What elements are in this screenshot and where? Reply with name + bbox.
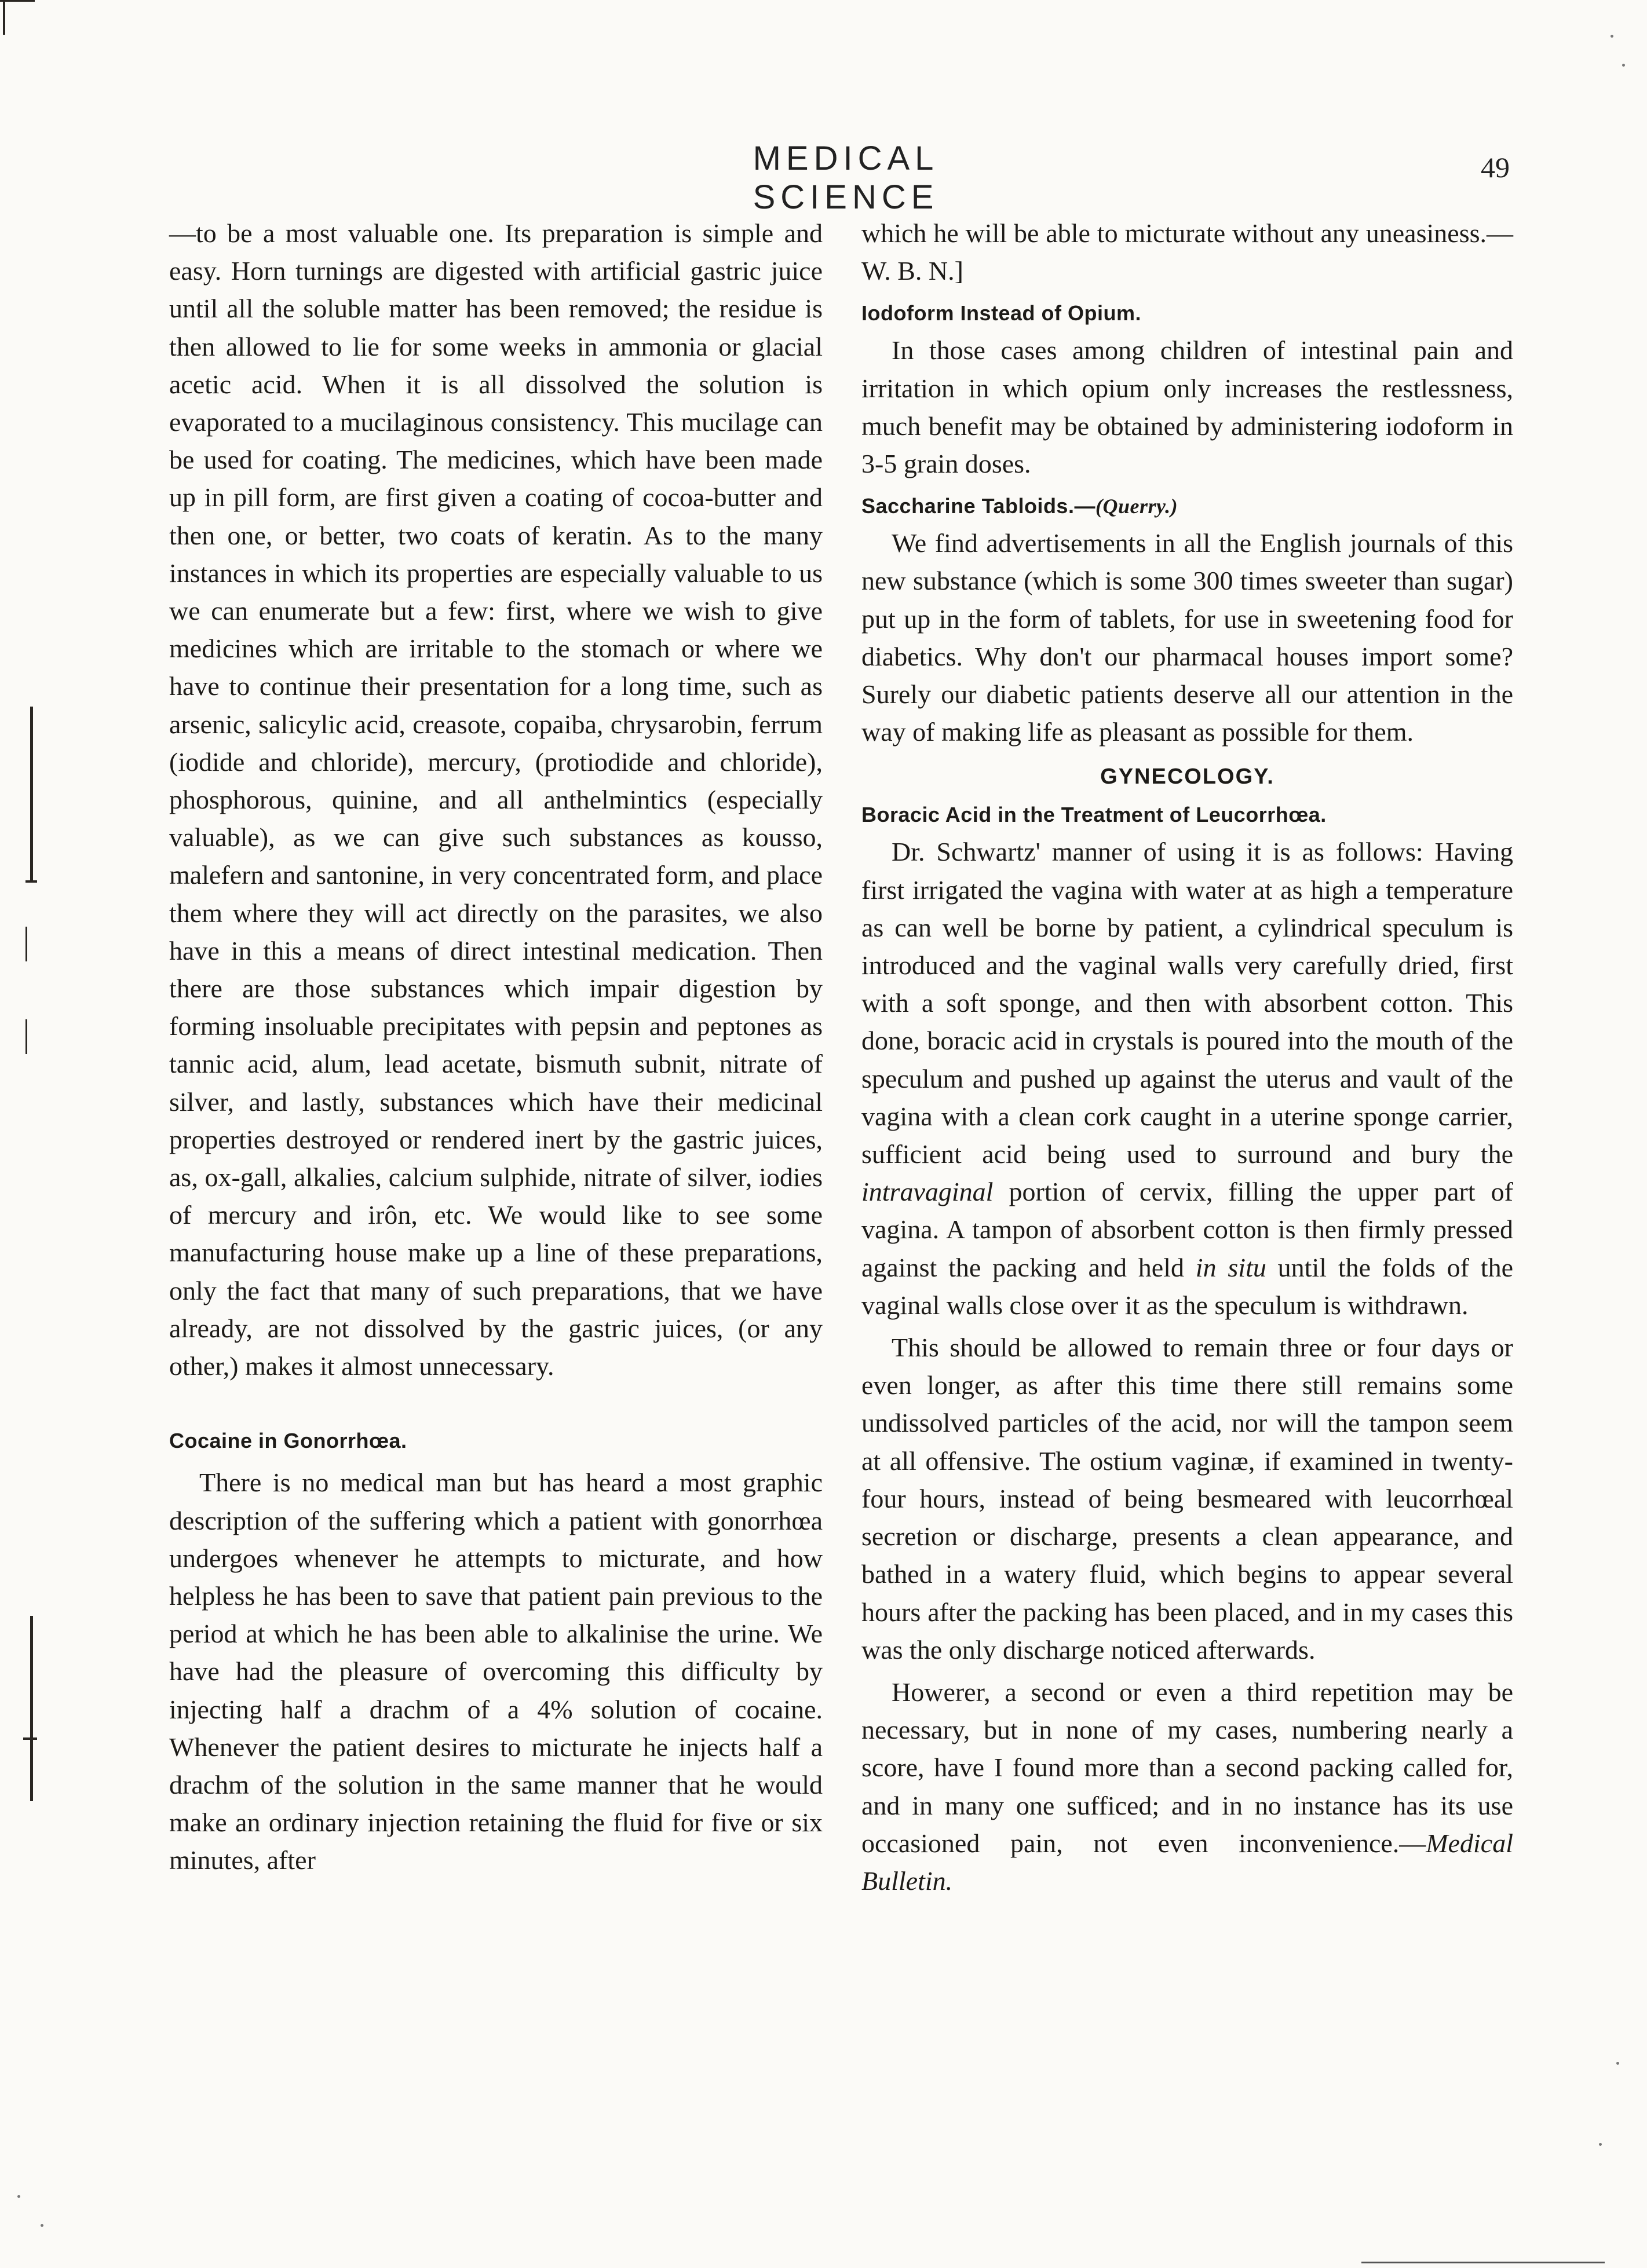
boracic-text-c: until the folds of the vaginal walls close over it as the speculum is withdrawn. [861, 1252, 1513, 1320]
scan-speck [1599, 2143, 1602, 2146]
cocaine-paragraph: There is no medical man but has heard a most graphic description of the suffering which a patient with gonorrhœa undergoes whenever he attempts to micturate, and how helpless he has been to save that patient pain previous to the period at which he has been able to alkalinise the urine. We have had the pleasure of overcoming this difficulty by injecting half a drachm of a 4% solution of cocaine. Whenever the patient desires to micturate he injects half a drachm of the solution in the same manner that he would make an ordinary injection retaining the fluid for five or six minutes, after [169, 1468, 823, 1875]
boracic-heading: Boracic Acid in the Treatment of Leucorrhœa. [861, 803, 1327, 827]
cocaine-heading: Cocaine in Gonorrhœa. [169, 1429, 407, 1453]
keratin-continuation-paragraph: —to be a most valuable one. Its preparation is simple and easy. Horn turnings are digested with artificial gastric juice until all the soluble matter has been removed; the residue is then allowed to lie for some weeks in ammonia or glacial acetic acid. When it is all dissolved the solution is evaporated to a mucilaginous consistency. This mucilage can be used for coating. The medicines, which have been made up in pill form, are first given a coating of cocoa-butter and then one, or better, two coats of keratin. As to the many instances in which its properties are especially valuable to us we can enumerate but a few: first, where we wish to give medicines which are irritable to the stomach or where we have to continue their presentation for a long time, such as arsenic, salicylic acid, creasote, copaiba, chrysarobin, ferrum (iodide and chloride), mercury, (protiodide and chloride), phosphorous, quinine, and all anthelmintics (especially valuable), as we can give such substances as kousso, malefern and santonine, in very concentrated form, and place them where they will act directly on the parasites, we also have in this a means of direct intestinal medication. Then there are those substances which impair digestion by forming insoluable precipitates with pepsin and peptones as tannic acid, alum, lead acetate, bismuth subnit, nitrate of silver, and lastly, substances which have their medicinal properties destroyed or rendered inert by the gastric juices, as, ox-gall, alkalies, calcium sulphide, nitrate of silver, iodies of mercury and irôn, etc. We would like to see some manufacturing house make up a line of these preparations, only the fact that many of such preparations, that we have already, are not dissolved by the gastric juices, (or any other,) makes it almost unnecessary. [169, 218, 823, 1381]
iodoform-paragraph: In those cases among children of intestinal pain and irritation in which opium only increases the restlessness, much benefit may be obtained by administering iodoform in 3-5 grain doses. [861, 335, 1513, 479]
saccharine-heading-text: Saccharine Tabloids.— [861, 494, 1095, 518]
scan-edge-mark [1361, 2262, 1605, 2263]
boracic-text-b: portion of cervix, filling the upper part of vagina. A tampon of absorbent cotton is then firmly pressed against the packing and held [861, 1177, 1513, 1282]
scan-edge-mark [0, 0, 35, 2]
boracic-p3-text: Howerer, a second or even a third repetition may be necessary, but in none of my cases, numbering nearly a score, have I found more than a second packing called for, and in many one sufficed; and in no instance has its use occasioned pain, not even inconvenience.— [861, 1677, 1513, 1858]
boracic-text-a: Dr. Schwartz' manner of using it is as follows: Having first irrigated the vagina with water at as high a temperature as can well be borne by patient, a cylindrical speculum is introduced and the vaginal walls very carefully dried, first with a soft sponge, and then with absorbent cotton. This done, boracic acid in crystals is poured into the mouth of the speculum and pushed up against the uterus and vault of the vagina with a clean cork caught in a uterine sponge carrier, sufficient acid being used to surround and bury the [861, 837, 1513, 1169]
left-column [169, 214, 823, 1879]
binding-mark [25, 1019, 27, 1054]
boracic-paragraph-1 [861, 833, 1513, 1324]
in-situ-italic: in situ [1195, 1252, 1266, 1282]
scan-speck [41, 2224, 43, 2227]
scan-speck [1616, 2062, 1619, 2065]
binding-mark [25, 927, 27, 961]
saccharine-heading [861, 488, 1513, 524]
medical-bulletin-source: Medical Bulletin. [861, 1828, 1513, 1896]
binding-mark [30, 1616, 33, 1801]
saccharine-paragraph: We find advertisements in all the English journals of this new substance (which is some 300 times sweeter than sugar) put up in the form of tablets, for use in sweetening food for diabetics. Why don't our pharmacal houses import some? Surely our diabetic patients deserve all our attention in the way of making life as pleasant as possible for them. [861, 528, 1513, 747]
binding-mark [30, 707, 33, 880]
binding-mark [23, 1737, 37, 1740]
intravaginal-italic: intravaginal [861, 1177, 994, 1207]
saccharine-query: (Querry.) [1095, 495, 1178, 518]
scan-edge-mark [3, 0, 5, 35]
scan-speck [17, 2195, 20, 2198]
iodoform-heading: Iodoform Instead of Opium. [861, 301, 1141, 325]
journal-title: MEDICAL SCIENCE [753, 140, 939, 216]
binding-mark [25, 880, 37, 883]
page-number: 49 [1481, 151, 1510, 184]
cocaine-paragraph-end: which he will be able to micturate without any uneasiness.—W. B. N.] [861, 218, 1513, 286]
scan-speck [1611, 35, 1613, 38]
boracic-paragraph-2: This should be allowed to remain three or four days or even longer, as after this time there still remains some undissolved particles of the acid, nor will the tampon seem at all offensive. The ostium vaginæ, if examined in twenty-four hours, instead of being besmeared with leucorrhœal secretion or discharge, presents a clean appearance, and bathed in a watery fluid, which begins to appear several hours after the packing has been placed, and in my cases this was the only discharge noticed afterwards. [861, 1333, 1513, 1665]
scan-speck [1622, 64, 1625, 67]
right-column [861, 214, 1513, 1900]
page-header [0, 139, 1647, 216]
boracic-paragraph-3 [861, 1673, 1513, 1900]
gynecology-section-title: GYNECOLOGY. [1100, 764, 1274, 789]
